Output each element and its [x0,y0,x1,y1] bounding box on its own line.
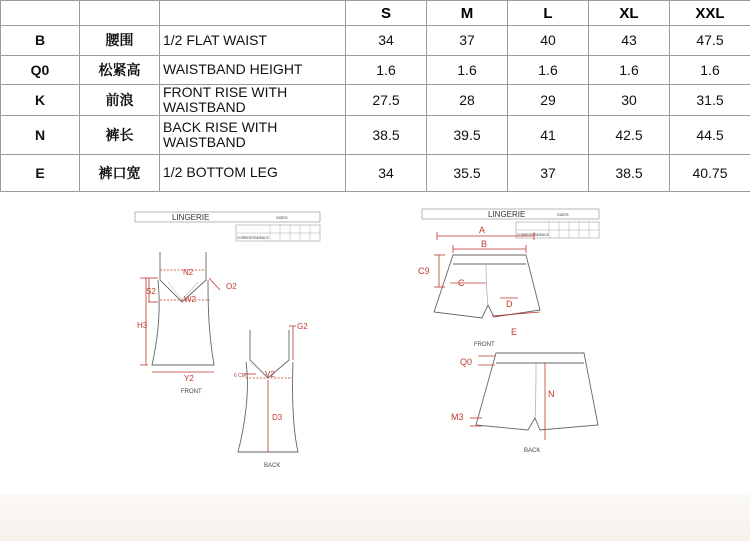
left-spec-header [135,212,320,241]
label-e: E [511,327,518,337]
label-6cm: 6 CM [234,373,246,379]
row-chinese-name: 松紧高 [80,55,160,84]
right-header-spec: CORRESPONDENCE [517,233,549,237]
row-value: 1.6 [427,55,508,84]
row-value: 38.5 [589,154,670,191]
measurement-diagram [0,192,750,492]
row-value: 44.5 [670,116,750,154]
row-measure-name: BACK RISE WITH WAISTBAND [160,116,346,154]
label-c9: C9 [418,266,430,276]
row-value: 42.5 [589,116,670,154]
table-row [1,154,750,191]
table-row [1,116,750,154]
row-value: 28 [427,84,508,115]
cami-back-measures [244,326,296,452]
row-chinese-name: 前浪 [80,84,160,115]
header-cell [1,1,80,26]
left-header-sizes: SIZES [276,215,288,220]
header-size-l: L [508,1,589,26]
row-value: 38.5 [346,116,427,154]
row-value: 39.5 [427,116,508,154]
row-value: 29 [508,84,589,115]
row-code: B [1,26,80,55]
row-value: 37 [508,154,589,191]
row-measure-name: 1/2 FLAT WAIST [160,26,346,55]
row-value: 1.6 [508,55,589,84]
header-size-xxl: XXL [670,1,750,26]
bottom-background-band [0,493,750,541]
right-spec-header [422,209,599,238]
label-c: C [458,278,465,288]
row-value: 1.6 [346,55,427,84]
shorts-front-drawing [434,255,540,318]
label-a: A [479,225,486,235]
row-measure-name: 1/2 BOTTOM LEG [160,154,346,191]
row-value: 43 [589,26,670,55]
table-row [1,55,750,84]
label-n: N [548,389,555,399]
row-value: 41 [508,116,589,154]
row-code: K [1,84,80,115]
row-value: 40.75 [670,154,750,191]
shorts-front-caption: FRONT [474,342,495,348]
header-size-m: M [427,1,508,26]
cami-back-caption: BACK [264,463,281,469]
row-chinese-name: 裤长 [80,116,160,154]
label-h3: H3 [137,321,148,330]
row-chinese-name: 腰围 [80,26,160,55]
table-row [1,84,750,115]
label-n2: N2 [183,268,194,277]
label-s2: S2 [146,287,156,296]
row-value: 34 [346,26,427,55]
header-size-xl: XL [589,1,670,26]
row-code: N [1,116,80,154]
row-value: 40 [508,26,589,55]
row-value: 37 [427,26,508,55]
shorts-back-caption: BACK [524,448,541,454]
row-value: 31.5 [670,84,750,115]
row-value: 1.6 [670,55,750,84]
row-value: 35.5 [427,154,508,191]
label-w2: W2 [184,295,196,304]
row-value: 30 [589,84,670,115]
right-header-title: LINGERIE [488,210,526,219]
label-v2: V2 [265,370,275,379]
table-header-row [1,1,750,26]
row-value: 47.5 [670,26,750,55]
row-code: E [1,154,80,191]
row-measure-name: WAISTBAND HEIGHT [160,55,346,84]
left-header-title: LINGERIE [172,213,210,222]
label-b: B [481,239,488,249]
row-chinese-name: 裤口宽 [80,154,160,191]
size-chart-table [0,0,750,192]
shorts-back-measures [470,356,545,440]
header-cell [160,1,346,26]
header-size-s: S [346,1,427,26]
label-q0: Q0 [460,357,473,367]
table-row [1,26,750,55]
row-value: 1.6 [589,55,670,84]
label-d: D [506,299,513,309]
row-value: 27.5 [346,84,427,115]
left-header-spec: CORRESPONDENCE [237,236,269,240]
cami-front-caption: FRONT [181,389,202,395]
header-cell [80,1,160,26]
right-header-sizes: SIZES [557,212,569,217]
row-value: 34 [346,154,427,191]
label-m3: M3 [451,412,464,422]
shorts-back-drawing [476,353,598,430]
label-d3: D3 [272,413,283,422]
label-y2: Y2 [184,374,194,383]
label-o2: O2 [226,282,237,291]
row-measure-name: FRONT RISE WITH WAISTBAND [160,84,346,115]
row-code: Q0 [1,55,80,84]
label-g2: G2 [297,322,308,331]
